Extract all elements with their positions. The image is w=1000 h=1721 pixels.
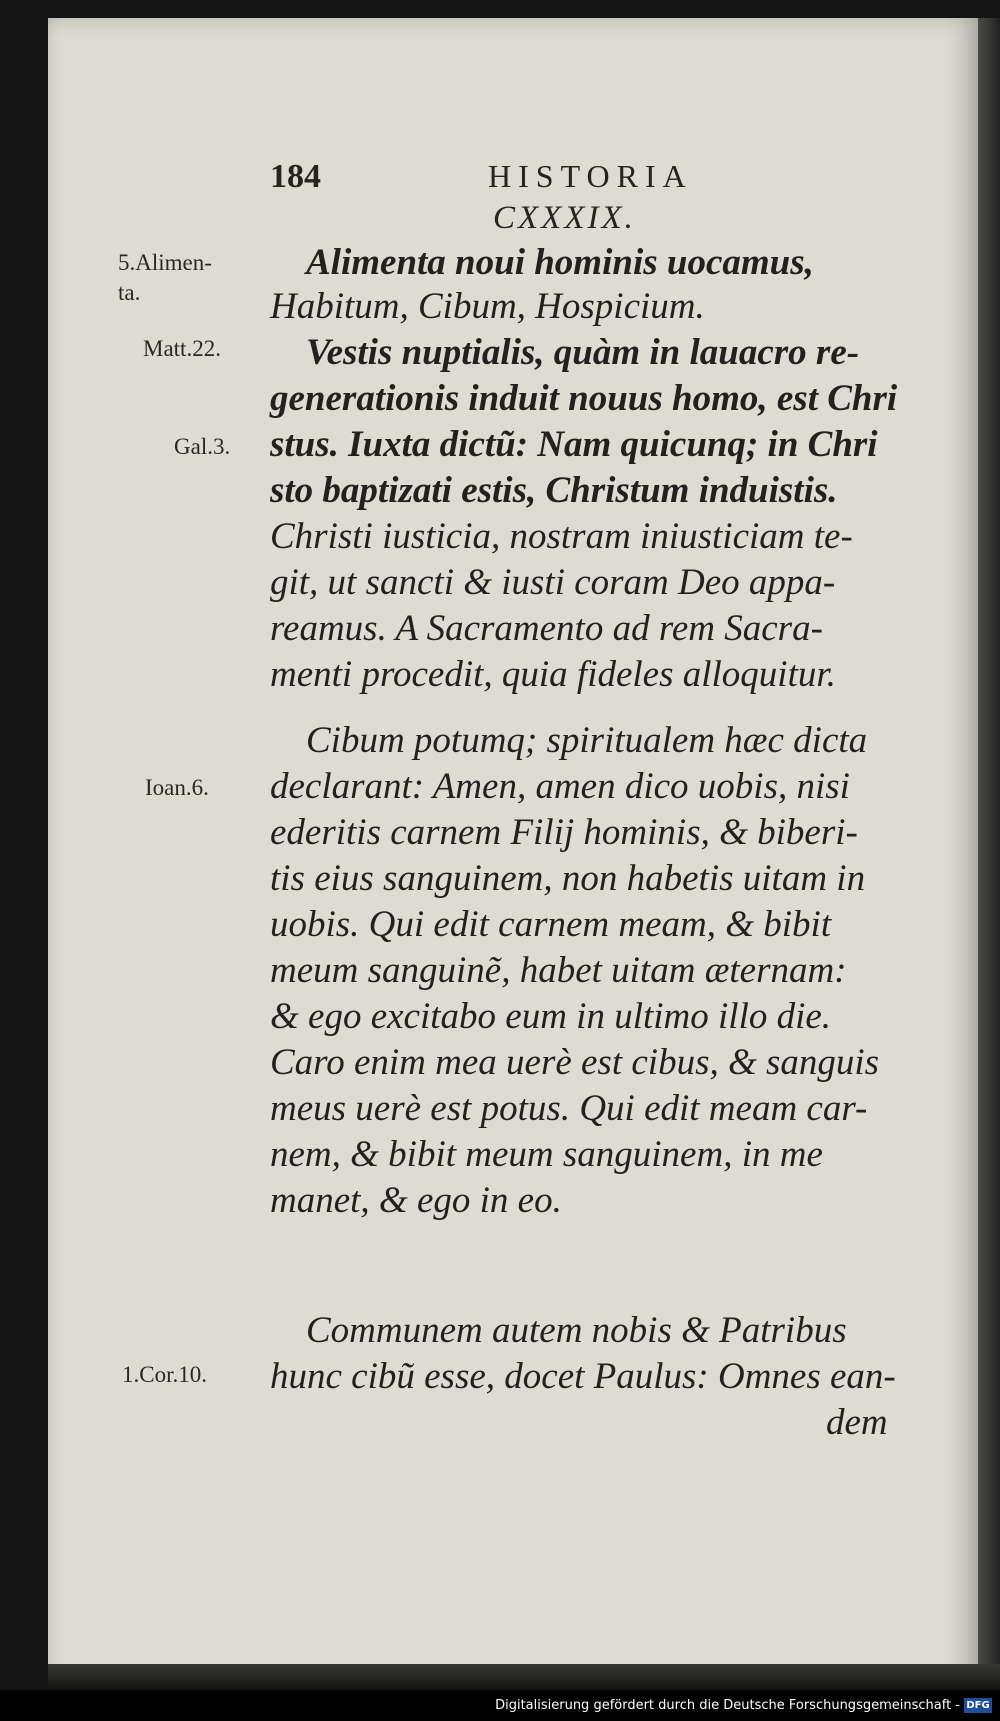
text-line (48, 1308, 978, 1354)
footer-bar (0, 1690, 1000, 1721)
page-bottom-edge (48, 1664, 1000, 1690)
line-text: dem (826, 1402, 888, 1443)
line-text: tis eius sanguinem, non habetis uitam in (270, 858, 866, 899)
page-number: 184 (270, 158, 321, 195)
line-text: declarant: Amen, amen dico uobis, nisi (270, 766, 850, 807)
line-text: git, ut sancti & iusti coram Deo appa- (270, 562, 836, 603)
line-text: meus uerè est potus. Qui edit meam car- (270, 1088, 868, 1129)
text-line (48, 1400, 978, 1446)
chapter-number: CXXXIX. (493, 200, 636, 236)
text-line (48, 514, 978, 560)
text-line (48, 1354, 978, 1400)
text-line (48, 994, 978, 1040)
line-text: Communem autem nobis & Patribus (306, 1310, 847, 1351)
text-line (48, 902, 978, 948)
line-text: hunc cibũ esse, docet Paulus: Omnes ean- (270, 1356, 896, 1397)
line-text: stus. Iuxta dictũ: Nam quicunq; in Chri (270, 424, 878, 465)
text-line (48, 652, 978, 698)
dfg-logo-icon: DFG (964, 1698, 992, 1713)
text-line (48, 856, 978, 902)
text-line (48, 330, 978, 376)
text-line (48, 422, 978, 468)
line-text: Christi iusticia, nostram iniusticiam te- (270, 516, 853, 557)
line-text: Alimenta noui hominis uocamus, (306, 242, 814, 283)
margin-note-alimenta-cont: ta. (118, 280, 141, 305)
margin-note-gal: Gal.3. (174, 434, 231, 459)
footer-credit: Digitalisierung gefördert durch die Deutsche Forschungsgemeinschaft - (495, 1698, 960, 1713)
margin-note-alimenta: 5.Alimen- (118, 250, 212, 275)
text-line (48, 1178, 978, 1224)
line-text: uobis. Qui edit carnem meam, & bibit (270, 904, 832, 945)
line-text: manet, & ego in eo. (270, 1180, 562, 1221)
text-line (48, 948, 978, 994)
line-text: generationis induit nouus homo, est Chri (270, 378, 898, 419)
line-text: reamus. A Sacramento ad rem Sacra- (270, 608, 823, 649)
text-line (48, 376, 978, 422)
text-line (48, 718, 978, 764)
text-line (48, 284, 978, 330)
line-text: ederitis carnem Filij hominis, & biberi- (270, 812, 858, 853)
text-line (48, 1040, 978, 1086)
text-line (48, 560, 978, 606)
line-text: Vestis nuptialis, quàm in lauacro re- (306, 332, 860, 373)
text-line (48, 1132, 978, 1178)
line-text: Cibum potumq; spiritualem hæc dicta (306, 720, 868, 761)
text-line (48, 468, 978, 514)
text-line (48, 810, 978, 856)
text-line (48, 1086, 978, 1132)
book-page (48, 18, 978, 1688)
text-line (48, 764, 978, 810)
line-text: nem, & bibit meum sanguinem, in me (270, 1134, 823, 1175)
line-text: meum sanguinẽ, habet uitam æternam: (270, 950, 847, 991)
line-text: menti procedit, quia fideles alloquitur. (270, 654, 836, 695)
page-edge (978, 18, 1000, 1688)
margin-note-ioan: Ioan.6. (145, 775, 209, 800)
text-line (48, 606, 978, 652)
line-text: & ego excitabo eum in ultimo illo die. (270, 996, 832, 1037)
margin-note-matt: Matt.22. (143, 336, 221, 361)
line-text: Habitum, Cibum, Hospicium. (270, 286, 705, 327)
line-text: Caro enim mea uerè est cibus, & sanguis (270, 1042, 880, 1083)
line-text: sto baptizati estis, Christum induistis. (270, 470, 838, 511)
margin-note-cor: 1.Cor.10. (122, 1362, 207, 1387)
running-title: HISTORIA (488, 158, 693, 194)
text-line (48, 240, 978, 286)
